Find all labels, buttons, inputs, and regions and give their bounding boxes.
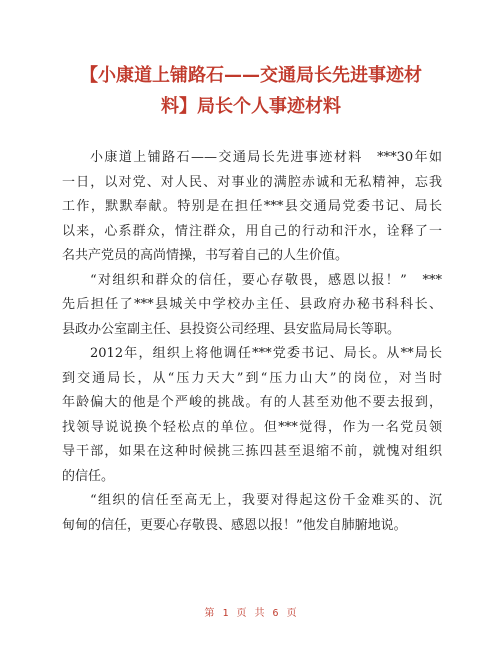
paragraph-line: 的信任。 — [62, 468, 115, 484]
page-footer: 第 1 页 共 6 页 — [204, 608, 298, 619]
paragraph-line: 先后担任了***县城关中学校办主任、县政府办秘书科科长、 — [62, 297, 442, 312]
document-body — [62, 146, 442, 538]
title-line-2: 料】局长个人事迹材料 — [161, 96, 341, 117]
paragraph-line: 找领导说说换个轻松点的单位。但***觉得，作为一名党员领 — [62, 419, 442, 435]
paragraph-line: 工作，默默奉献。特别是在担任***县交通局党委书记、局长 — [62, 199, 442, 214]
paragraph-line: 到交通局长，从“压力天大”到“压力山大”的岗位，对当时 — [62, 370, 442, 386]
paragraph-3 — [62, 342, 442, 489]
paragraph-line: 以来，心系群众，情注群众，用自己的行动和汗水，诠释了一 — [62, 223, 442, 239]
title-line-1: 【小康道上铺路石——交通局长先进事迹材 — [80, 65, 422, 86]
paragraph-2 — [62, 269, 442, 343]
paragraph-line: 甸甸的信任，更要心存敬畏、感恩以报！”他发自肺腑地说。 — [62, 517, 407, 533]
paragraph-1 — [62, 146, 442, 269]
paragraph-line: 小康道上铺路石——交通局长先进事迹材料 ***30年如 — [90, 150, 442, 165]
paragraph-line: 2012年，组织上将他调任***党委书记、局长。从**局长 — [90, 346, 442, 361]
paragraph-line: 名共产党员的高尚情操，书写着自己的人生价值。 — [62, 248, 349, 263]
paragraph-line: 县政办公室副主任、县投资公司经理、县安监局局长等职。 — [62, 321, 401, 337]
paragraph-line: 一日，以对党、对人民、对事业的满腔赤诚和无私精神，忘我 — [62, 174, 442, 190]
paragraph-4 — [62, 489, 442, 538]
paragraph-line: 导干部，如果在这种时候挑三拣四甚至退缩不前，就愧对组织 — [62, 444, 442, 459]
paragraph-line: 年龄偏大的他是个严峻的挑战。有的人甚至劝他不要去报到， — [62, 395, 442, 410]
paragraph-line: “对组织和群众的信任，要心存敬畏，感恩以报！” *** — [90, 272, 442, 288]
document-title — [50, 60, 452, 122]
paragraph-line: “组织的信任至高无上，我要对得起这份千金难买的、沉 — [90, 493, 442, 508]
